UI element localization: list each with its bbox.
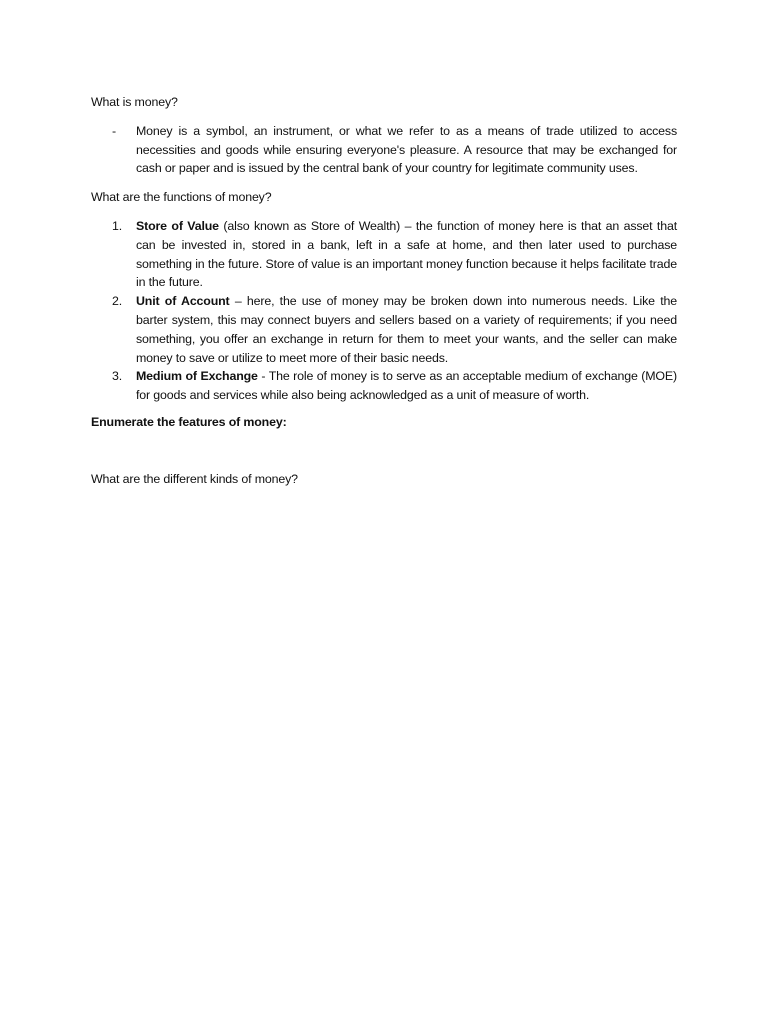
list-item	[91, 292, 677, 367]
answer-text: Money is a symbol, an instrument, or what we refer to as a means of trade utilized to access necessities and goods while ensuring everyone's pleasure. A resource that may be exchanged for cash or paper and is issued by the central bank of your country for legitimate community uses.	[136, 123, 677, 176]
question-what-is-money: What is money?	[91, 95, 178, 109]
function-description: – here, the use of money may be broken down into numerous needs. Like the barter system, this may connect buyers and sellers based on a variety of requirements; if you need something, you offer an exchange in return for them to meet your wants, and the seller can make money to save or utilize to meet more of their basic needs.	[136, 294, 677, 365]
question-functions-of-money: What are the functions of money?	[91, 190, 272, 205]
document-body	[91, 93, 677, 489]
function-description: (also known as Store of Wealth) – the function of money here is that an asset that can be invested in, stored in a bank, left in a safe at home, and then later used to purchase something in the future. Store of value is an important money function because it helps facilitate trade in the future.	[136, 218, 677, 290]
function-term: Store of Value	[136, 218, 219, 233]
function-term: Medium of Exchange	[136, 369, 258, 384]
function-description: - The role of money is to serve as an acceptable medium of exchange (MOE) for goods and services while also being acknowledged as a unit of measure of worth.	[136, 369, 677, 403]
list-item	[91, 367, 677, 405]
answer-what-is-money	[91, 122, 677, 178]
list-item	[91, 217, 677, 292]
list-number: 2.	[112, 294, 123, 309]
function-term: Unit of Account	[136, 294, 230, 309]
dash-bullet: -	[112, 123, 116, 138]
functions-list	[91, 217, 677, 405]
question-features-of-money: Enumerate the features of money:	[91, 414, 287, 429]
list-number: 3.	[112, 369, 123, 384]
list-number: 1.	[112, 218, 123, 233]
question-kinds-of-money: What are the different kinds of money?	[91, 471, 298, 486]
